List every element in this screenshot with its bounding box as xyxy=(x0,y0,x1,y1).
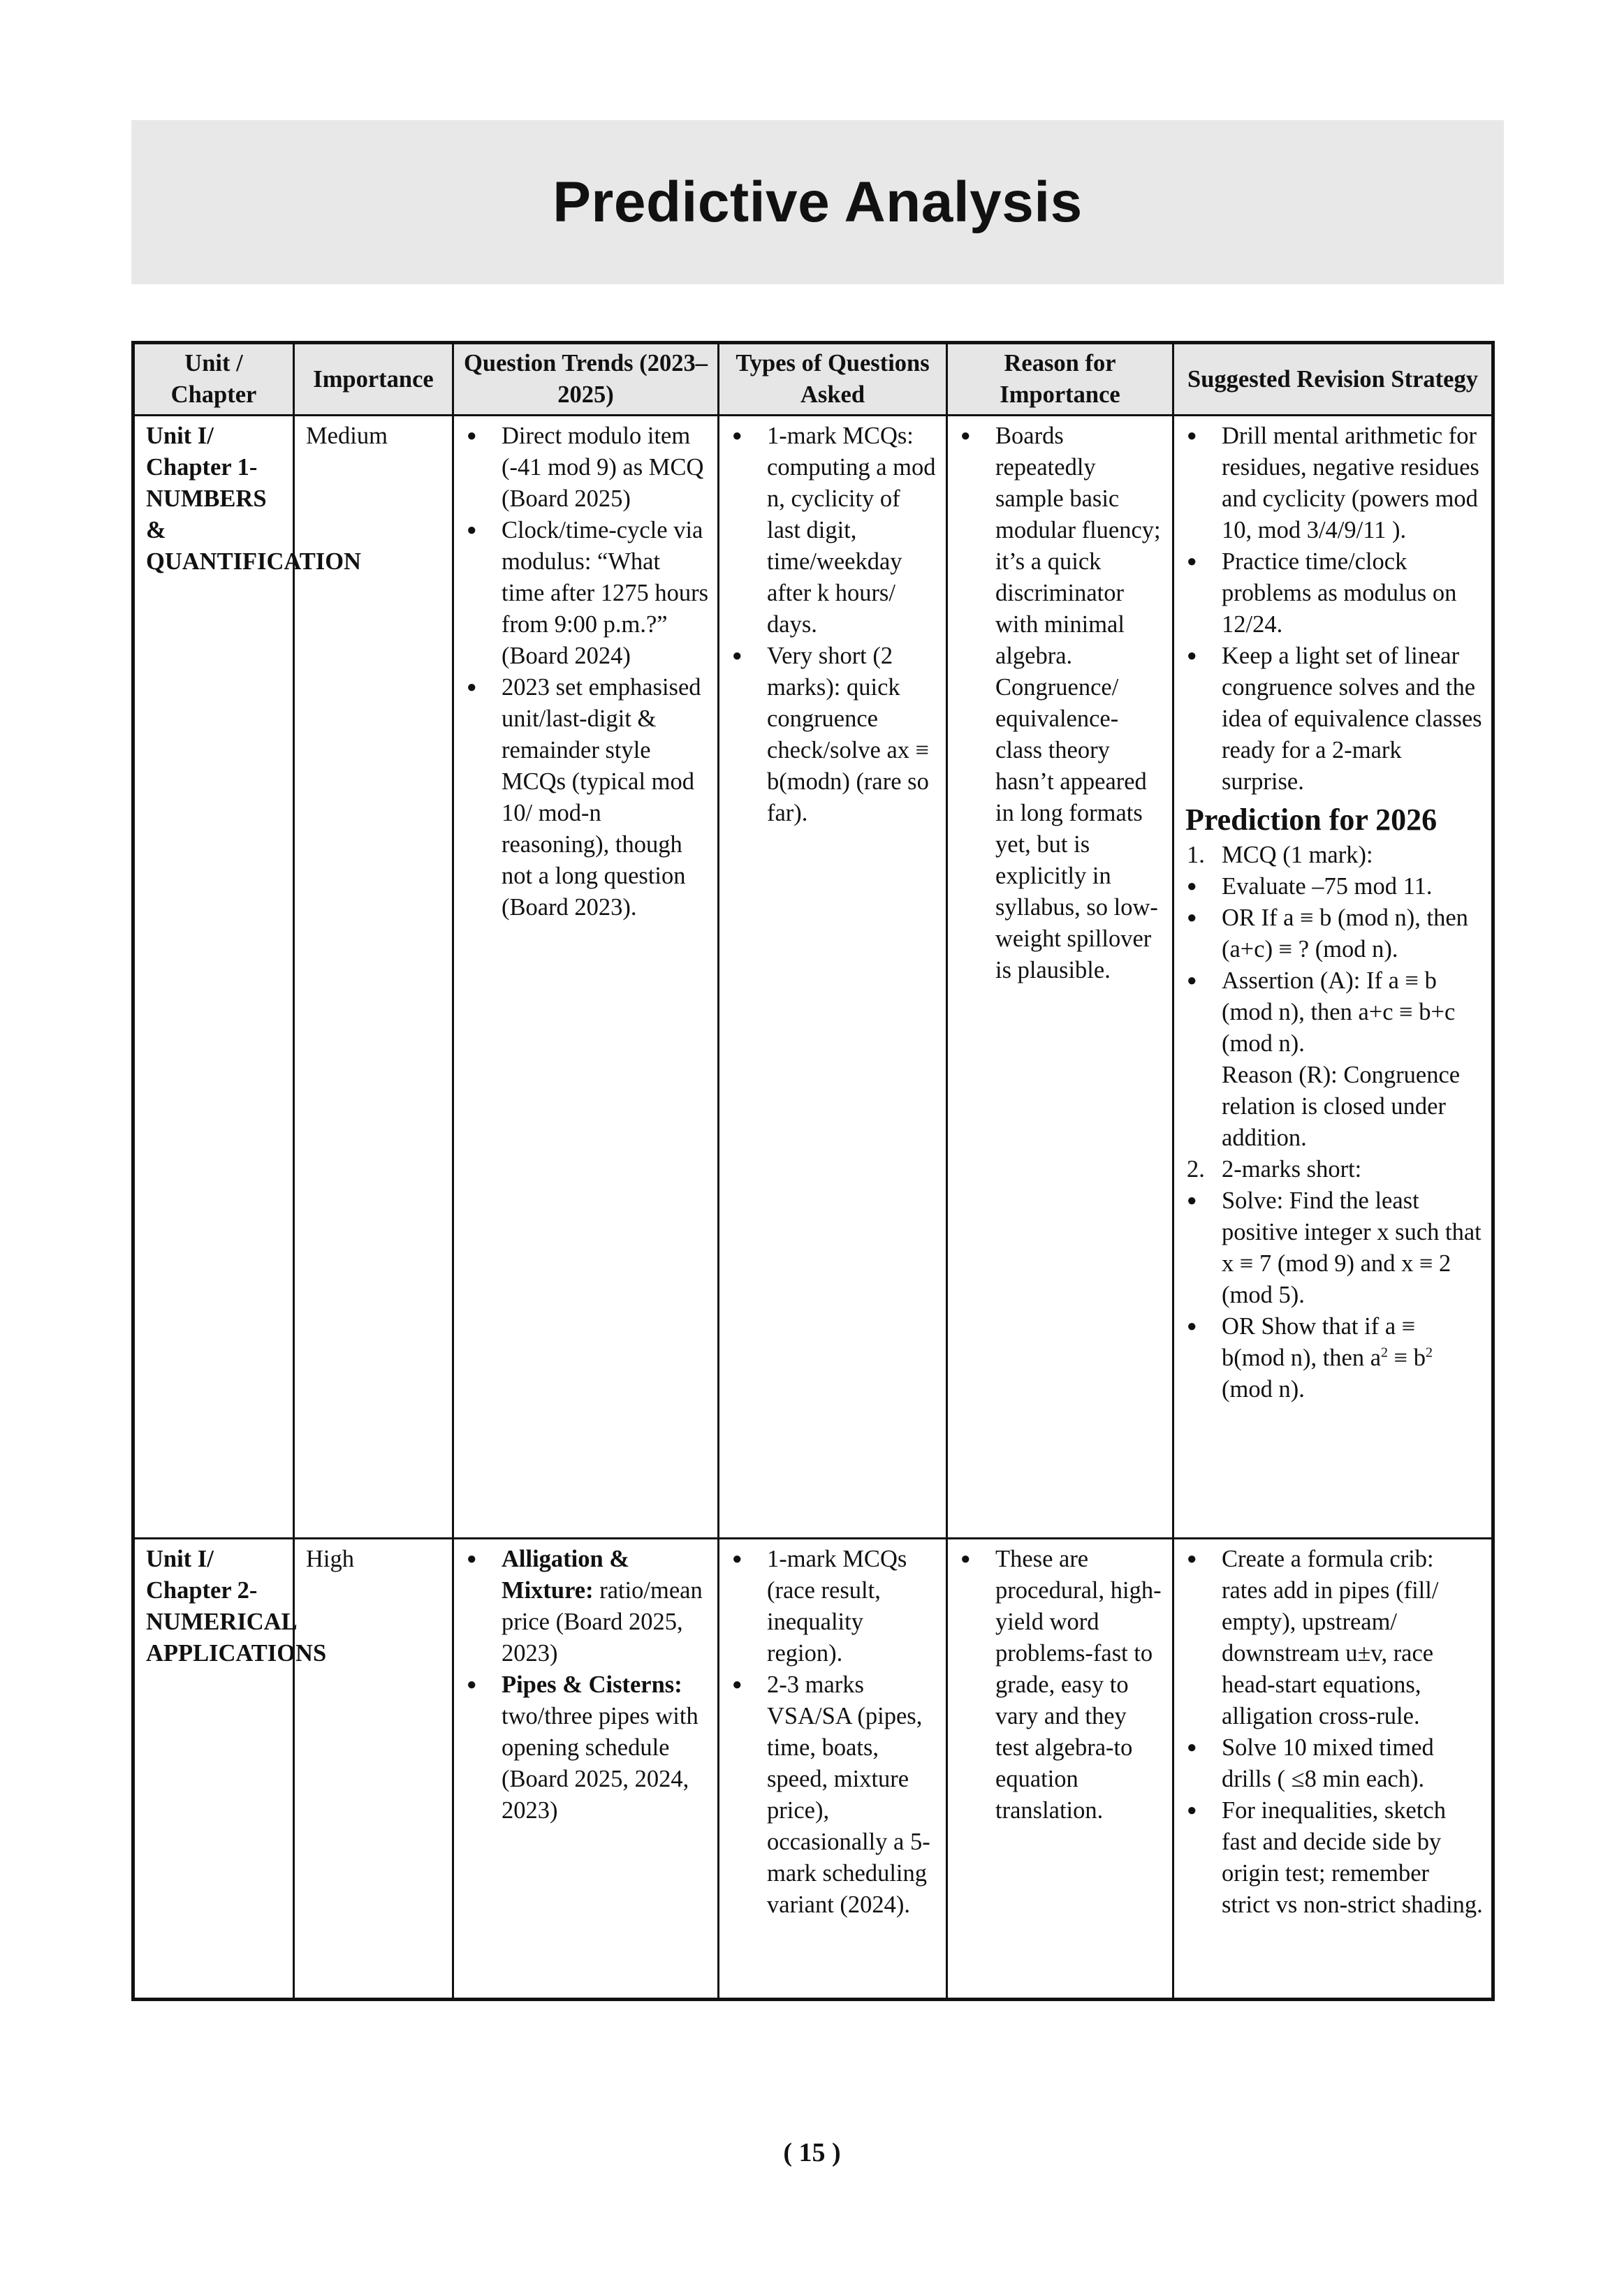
list-item: ● 1-mark MCQs (race result, inequality region). xyxy=(731,1544,937,1669)
reason-cell xyxy=(947,416,1173,1539)
list-item: ● Evaluate –75 mod 11. xyxy=(1185,871,1483,902)
superscript: 2 xyxy=(1426,1345,1433,1361)
prediction-part-1 xyxy=(1185,840,1483,871)
list-item: ● Practice time/clock problems as modulus on 12/24. xyxy=(1185,546,1483,640)
list-item: ● 2023 set emphasised unit/last-digit & remainder style MCQs (typical mod 10/ mod-n reasoning), though not a long question (Board 2023). xyxy=(465,672,709,923)
strategy-cell xyxy=(1173,1539,1493,2000)
header-unit-chapter: Unit / Chapter xyxy=(133,343,294,416)
list-item: ● Keep a light set of linear congruence solves and the idea of equivalence classes ready for a 2-mark surprise. xyxy=(1185,640,1483,798)
bold-label: Pipes & Cisterns: xyxy=(502,1671,682,1698)
list-item: ● Create a formula crib: rates add in pipes (fill/ empty), upstream/ downstream u±v, race head-start equations, alligation cross-rule. xyxy=(1185,1544,1483,1732)
types-cell xyxy=(719,416,947,1539)
trends-cell xyxy=(453,1539,719,2000)
list-item: ● OR If a ≡ b (mod n), then (a+c) ≡ ? (mod n). xyxy=(1185,902,1483,965)
header-importance: Importance xyxy=(294,343,453,416)
predictive-analysis-table xyxy=(131,341,1495,2001)
bold-label: Alligation & Mixture: xyxy=(502,1546,630,1604)
text-segment: OR Show that if a ≡ b(mod n), then a xyxy=(1222,1313,1416,1371)
list-item xyxy=(465,1544,709,1669)
header-revision-strategy: Suggested Revision Strategy xyxy=(1173,343,1493,416)
importance-cell: High xyxy=(294,1539,453,2000)
text-segment: ratio/mean price (Board 2025, 2023) xyxy=(502,1577,703,1667)
unit-cell: Unit I/ Chapter 2- NUMERICAL APPLICATIONS xyxy=(133,1539,294,2000)
table-row xyxy=(133,416,1493,1539)
list-item: ● Direct modulo item (-41 mod 9) as MCQ (Board 2025) xyxy=(465,420,709,515)
header-question-trends: Question Trends (2023–2025) xyxy=(453,343,719,416)
header-types-of-questions: Types of Questions Asked xyxy=(719,343,947,416)
list-item: ● 1-mark MCQs: computing a mod n, cyclicity of last digit, time/weekday after k hours/ days. xyxy=(731,420,937,640)
strategy-cell xyxy=(1173,416,1493,1539)
list-item: ● Solve 10 mixed timed drills ( ≤8 min each). xyxy=(1185,1732,1483,1795)
list-item: ● Very short (2 marks): quick congruence check/solve ax ≡ b(modn) (rare so far). xyxy=(731,640,937,829)
types-cell xyxy=(719,1539,947,2000)
reason-cell xyxy=(947,1539,1173,2000)
unit-cell: Unit I/ Chapter 1- NUMBERS & QUANTIFICATION xyxy=(133,416,294,1539)
header-reason-for-importance: Reason for Importance xyxy=(947,343,1173,416)
list-item: ● For inequalities, sketch fast and decide side by origin test; remember strict vs non-strict shading. xyxy=(1185,1795,1483,1921)
page-number: ( 15 ) xyxy=(783,2138,841,2167)
reason-statement: Reason (R): Congruence relation is closed under addition. xyxy=(1222,1062,1461,1151)
list-item: ● 2-3 marks VSA/SA (pipes, time, boats, speed, mixture price), occasionally a 5-mark scheduling variant (2024). xyxy=(731,1669,937,1921)
superscript: 2 xyxy=(1381,1345,1389,1361)
list-item xyxy=(1185,1311,1483,1405)
list-item: ● Assertion (A): If a ≡ b (mod n), then a+c ≡ b+c (mod n). xyxy=(1185,965,1483,1060)
prediction-heading: Prediction for 2026 xyxy=(1185,803,1438,837)
prediction-part-2 xyxy=(1185,1154,1483,1185)
part-label: 2-marks short: xyxy=(1222,1156,1362,1183)
page-title: Predictive Analysis xyxy=(553,170,1083,234)
part-label: MCQ (1 mark): xyxy=(1222,842,1373,868)
list-item xyxy=(465,1669,709,1827)
title-banner xyxy=(131,120,1504,284)
list-item: ● Solve: Find the least positive integer x such that x ≡ 7 (mod 9) and x ≡ 2 (mod 5). xyxy=(1185,1185,1483,1311)
importance-cell: Medium xyxy=(294,416,453,1539)
list-item: ● Drill mental arithmetic for residues, negative residues and cyclicity (powers mod 10, mod 3/4/9/11 ). xyxy=(1185,420,1483,546)
header-row xyxy=(133,343,1493,416)
part-number: 2. xyxy=(1187,1156,1205,1183)
table-row xyxy=(133,1539,1493,2000)
text-segment: (mod n). xyxy=(1222,1376,1305,1403)
part-number: 1. xyxy=(1187,842,1205,868)
list-item: ● Clock/time-cycle via modulus: “What time after 1275 hours from 9:00 p.m.?” (Board 2024) xyxy=(465,515,709,672)
list-item: ● Boards repeatedly sample basic modular fluency; it’s a quick discriminator with minimal algebra. Congruence/ equivalence-class theory hasn’t appeared in long formats yet, but is explicitly in syllabus, so low-weight spillover is plausible. xyxy=(959,420,1164,986)
text-segment: two/three pipes with opening schedule (Board 2025, 2024, 2023) xyxy=(502,1703,698,1824)
text-segment: ≡ b xyxy=(1388,1345,1426,1371)
trends-cell xyxy=(453,416,719,1539)
list-item: ● These are procedural, high-yield word problems-fast to grade, easy to vary and they test algebra-to equation translation. xyxy=(959,1544,1164,1827)
